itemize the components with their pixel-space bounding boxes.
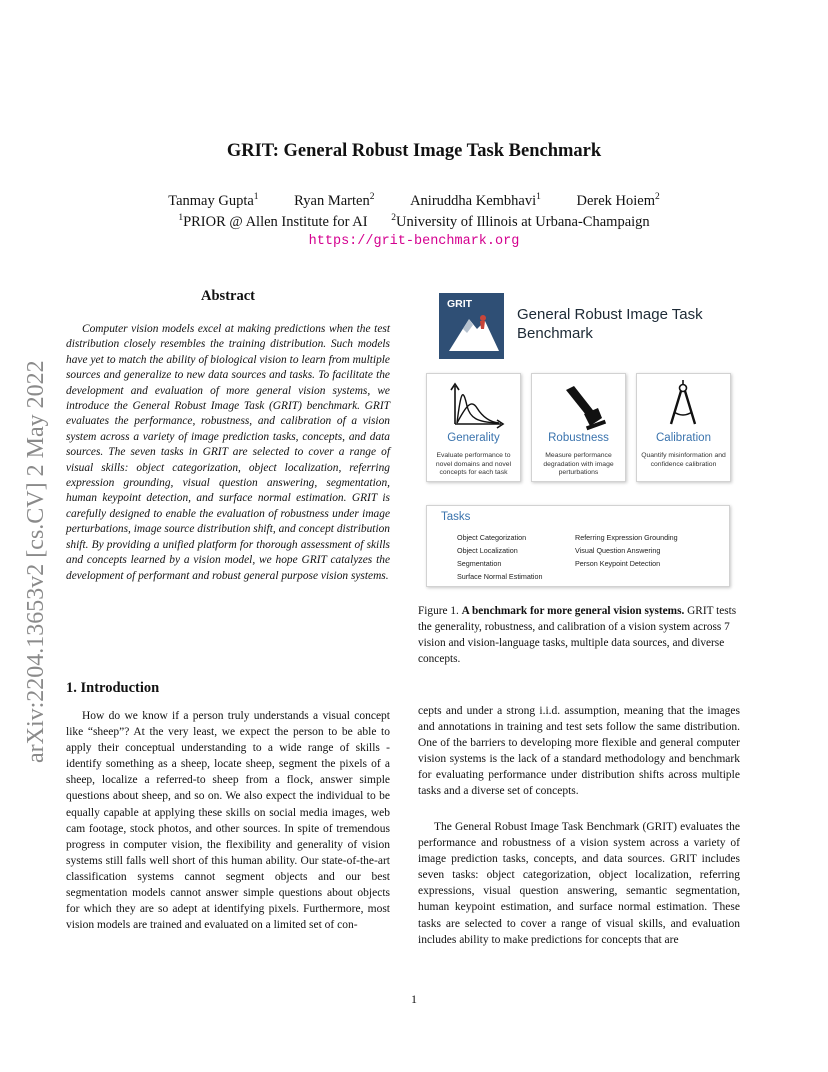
affiliation-list [0,214,828,231]
introduction-paragraph: The General Robust Image Task Benchmark (GRIT) evaluates the performance and robustness of a vision system across a variety of image prediction tasks, concepts, and data sources. GRIT includes seven tasks: object categorization, object localization, referring expressions, visual question answering, semantic segmentation, human keypoint estimation, and surface normal estimation. These tasks are selected to cover a range of visual skills, and evaluation includes ability to make predictions for concepts that are [418,821,740,946]
tasks-heading: Tasks [441,511,471,523]
affiliation: $^1$PRIOR @ Allen Institute for AI [178,213,368,230]
figure-1 [420,293,738,588]
pillar-description: Quantify misinformation and confidence calibration [641,452,726,468]
pillar-name: Generality [447,432,500,444]
arxiv-identifier-stamp: arXiv:2204.13653v2 [cs.CV] 2 May 2022 [23,360,49,763]
task-item: Surface Normal Estimation [457,572,543,581]
pillar-name: Robustness [548,432,609,444]
page-number: 1 [411,992,417,1006]
abstract-heading: Abstract [201,288,255,304]
paper-title: GRIT: General Robust Image Task Benchmark [226,141,602,161]
author: Ryan Marten$^2$ [294,192,375,209]
author: Tanmay Gupta$^1$ [168,192,259,209]
distribution-curves-icon [427,378,520,432]
figure-caption-label: Figure 1. [418,605,459,617]
figure-caption-text: GRIT tests the generality, robustness, and calibration of a vision system across 7 vision and vision-language tasks, multiple data sources, and diverse concepts. [418,605,737,665]
task-item: Person Keypoint Detection [575,559,661,568]
pillar-name: Calibration [656,432,711,444]
author-list [0,193,828,210]
tasks-box [426,505,730,587]
author: Aniruddha Kembhavi$^1$ [410,192,541,209]
task-item: Segmentation [457,559,502,568]
figure-caption-title: A benchmark for more general vision systems. [461,605,685,617]
task-item: Visual Question Answering [575,546,661,555]
mountain-climber-icon [439,293,504,359]
author: Derek Hoiem$^2$ [576,192,660,209]
task-item: Object Localization [457,546,518,555]
pillar-generality [426,373,521,482]
figure-caption [418,603,740,667]
section-heading-introduction: 1. Introduction [66,680,160,696]
grit-logo-text: GRIT [447,298,473,310]
abstract-body: Computer vision models excel at making predictions when the test distribution closely resembles the training distribution. Such models have yet to match the ability of biological vision to learn from multiple sources and generalize to new data sources and tasks. To facilitate the development and evaluation of more general vision systems, we introduce the General Robust Image Task (GRIT) benchmark. GRIT evaluates the performance, robustness, and calibration of a vision system across a variety of image prediction tasks, concepts, and data sources. The seven tasks in GRIT are selected to cover a range of visual skills: object categorization, object localization, referring expression grounding, visual question answering, segmentation, human keypoint detection, and surface normal estimation. GRIT is carefully designed to enable the evaluation of robustness under image perturbations, image source distribution shift, and concept distribution shift. By providing a unified platform for thorough assessment of skills and concepts learned by a vision model, we hope GRIT catalyzes the development of performant and robust general purpose vision systems. [66,323,390,582]
affiliation: $^2$University of Illinois at Urbana-Champaign [391,213,650,230]
pillar-description: Measure performance degradation with image perturbations [543,452,614,477]
task-item: Object Categorization [457,533,527,542]
project-url-link[interactable]: https://grit-benchmark.org [308,234,520,249]
figure-heading: General Robust Image Task Benchmark [517,306,703,342]
grit-logo [439,293,504,359]
pillar-robustness [531,373,626,482]
introduction-paragraph: How do we know if a person truly understands a visual concept like “sheep”? At the very least, we expect the person to be able to apply their conceptual understanding to a wide range of skills - identify something as a sheep, locate sheep, segment the pixels of a sheep, localize a referred-to sheep from a flock, answer simple questions about sheep, and so on. We also expect the individual to be equally capable at applying these skills on social media images, web cam footage, stock photos, and other sources. In spite of tremendous progress in computer vision, the flexibility and generality of vision systems still falls well short of this human ability. Our state-of-the-art classification systems cannot segment objects and our best segmentation models cannot answer simple questions about objects for which they are so adept at identifying pixels. Furthermore, most vision models are trained and evaluated on a limited set of con- [66,710,390,932]
pillar-description: Evaluate performance to novel domains and novel concepts for each task [435,452,512,477]
compass-icon [637,378,730,432]
task-item: Referring Expression Grounding [575,533,678,542]
introduction-paragraph-continued: cepts and under a strong i.i.d. assumption, meaning that the images and annotations in training and test sets follow the same distribution. One of the barriers to developing more flexible and general computer vision systems is the lack of a standard methodology and benchmark for evaluating performance under distribution shifts across multiple tasks and a diverse set of concepts. [418,705,740,798]
pillar-calibration [636,373,731,482]
hammer-icon [532,378,625,432]
